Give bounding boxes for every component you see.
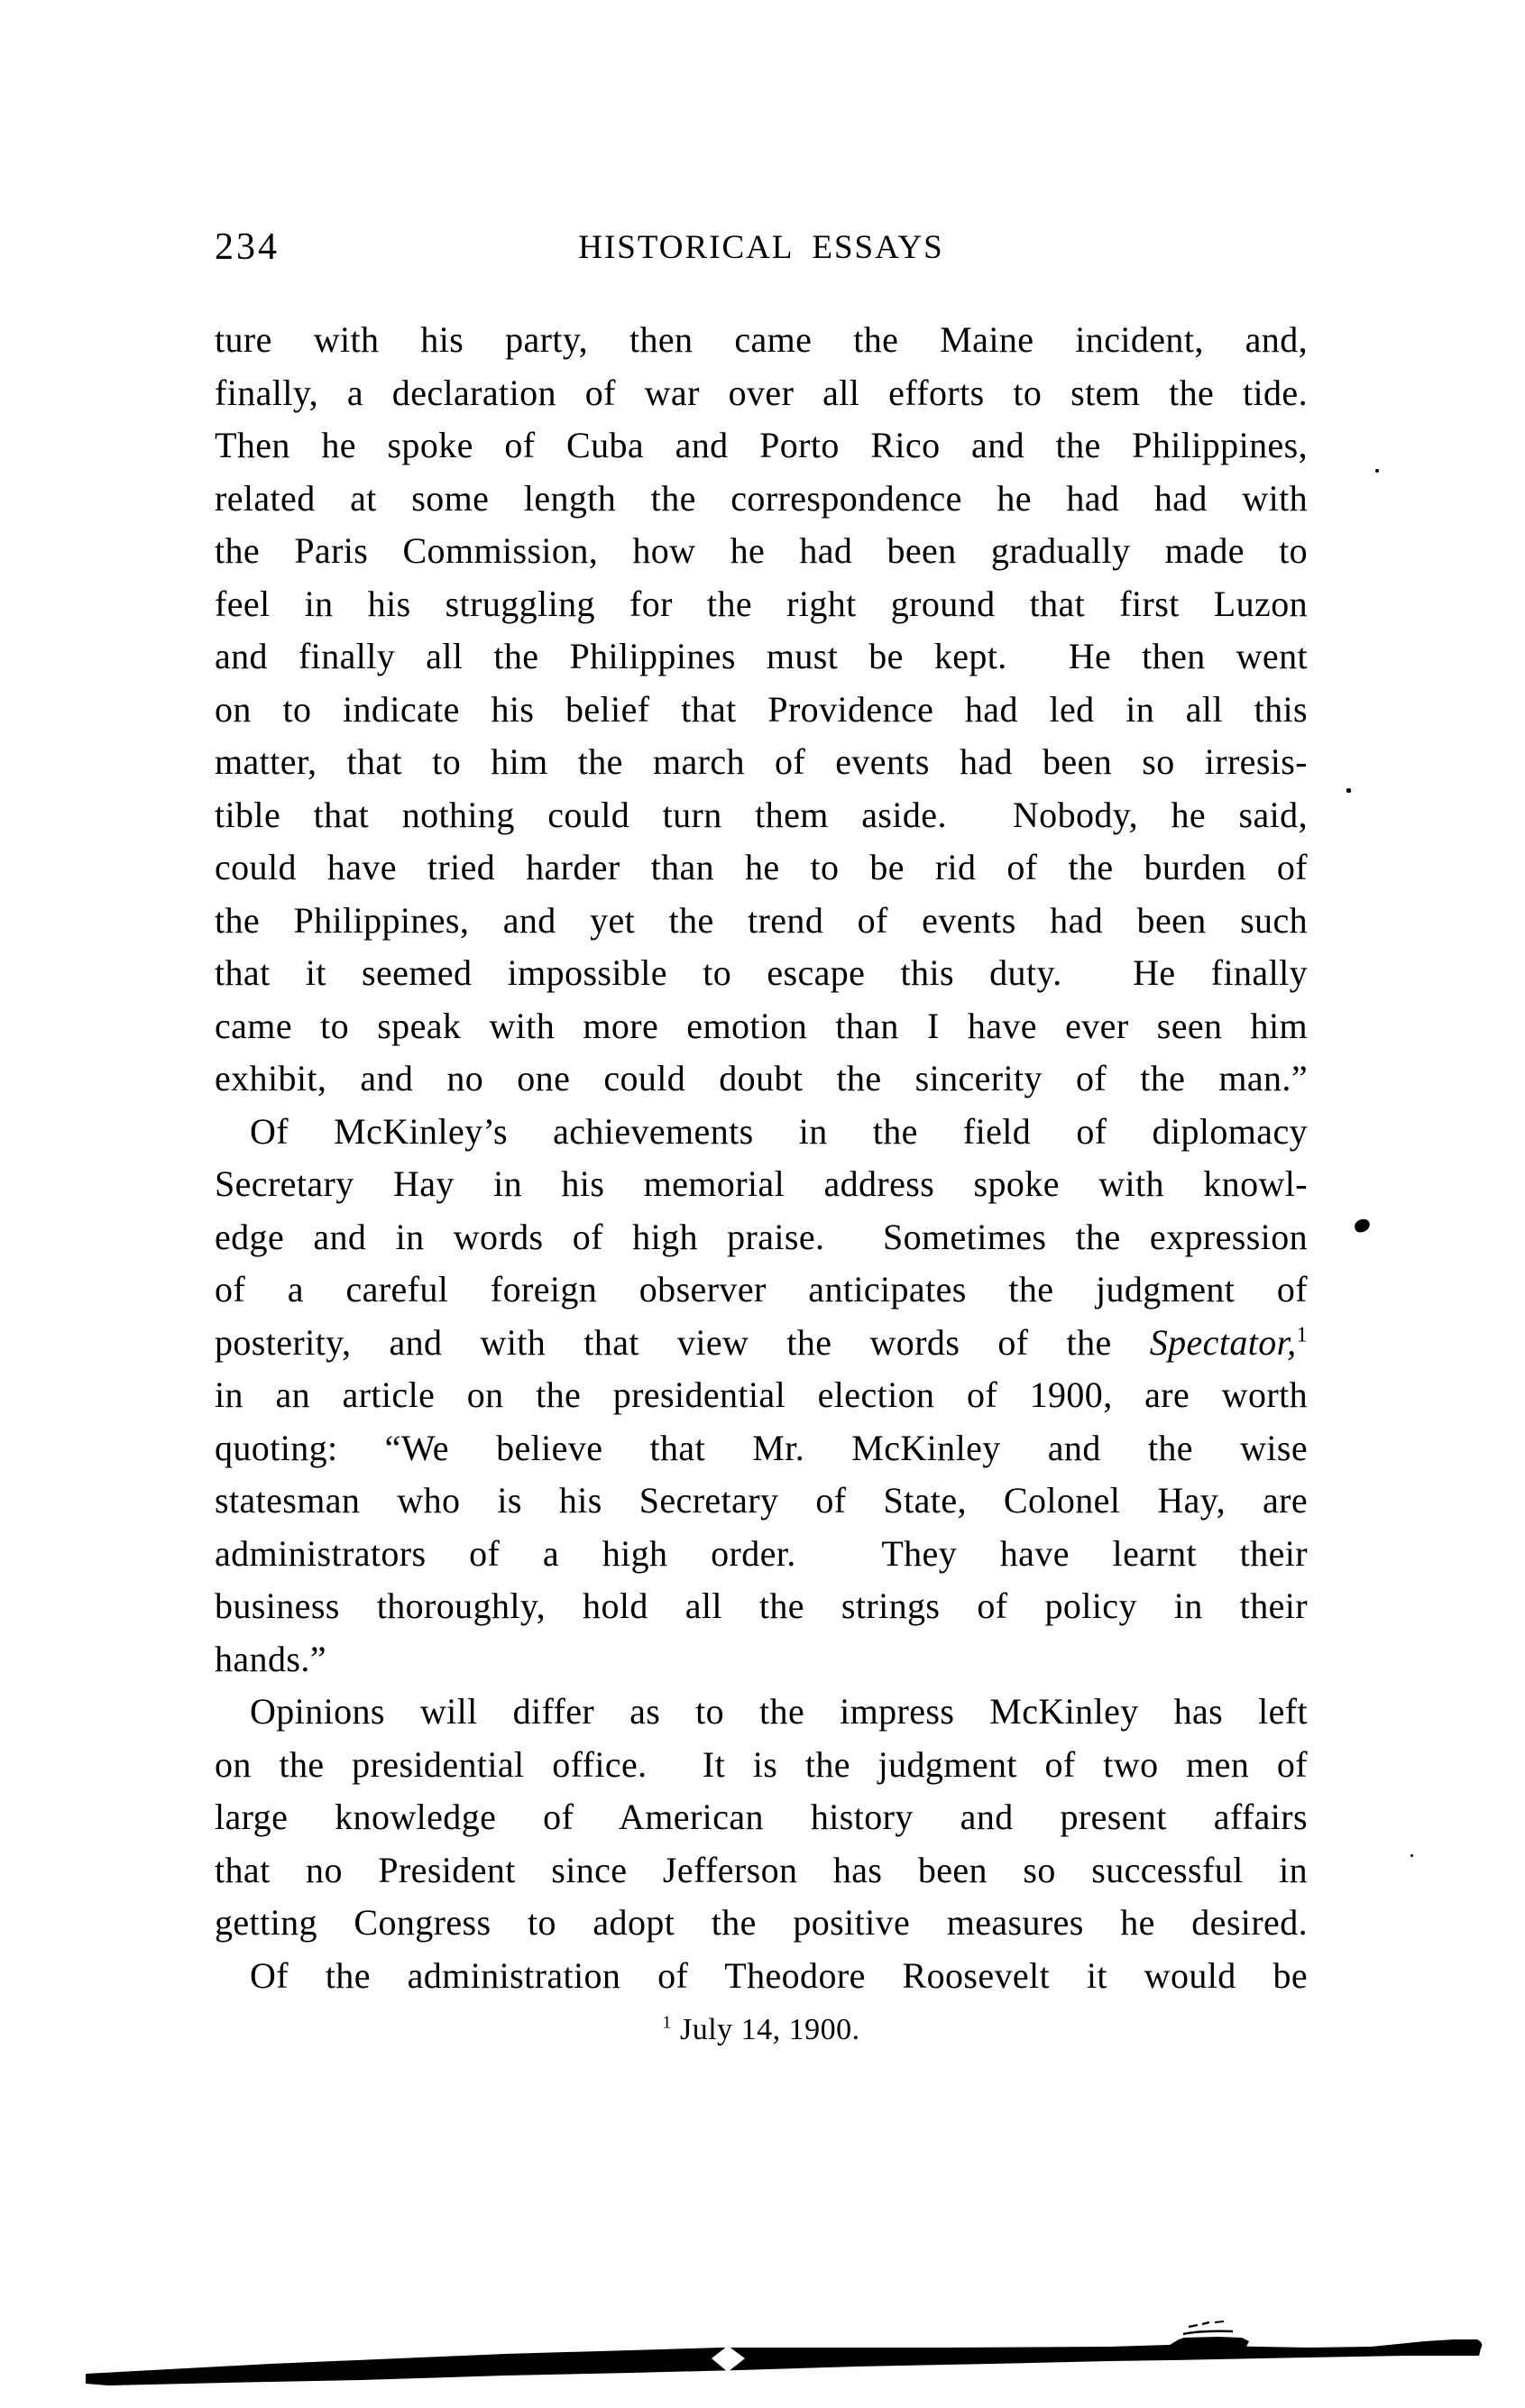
text-line: getting Congress to adopt the positive measures he desired.	[215, 1902, 1308, 1943]
text-line: statesman who is his Secretary of State, Colonel Hay, are	[215, 1480, 1308, 1521]
text-line: on to indicate his belief that Providence had led in all this	[215, 688, 1308, 730]
text-line: could have tried harder than he to be rid of the burden of	[215, 847, 1308, 887]
text-line: that it seemed impossible to escape this duty. He finally	[215, 952, 1308, 993]
footnote-marker: 1	[662, 2012, 672, 2033]
scan-speck	[1375, 469, 1379, 473]
text-line: finally, a declaration of war over all efforts to stem the tide.	[215, 372, 1308, 413]
text-line: that no President since Jefferson has been so successful in	[215, 1849, 1308, 1890]
scan-smudge-bottom	[0, 2273, 1525, 2408]
text-line: the Philippines, and yet the trend of events had been such	[215, 899, 1308, 941]
text-line: large knowledge of American history and present affairs	[215, 1797, 1308, 1837]
text-line: feel in his struggling for the right ground that first Luzon	[215, 583, 1308, 624]
text-line: matter, that to him the march of events had been so irresis-	[215, 741, 1308, 782]
text-line: of a careful foreign observer anticipates the judgment of	[215, 1269, 1308, 1310]
text-line: posterity, and with that view the words of the Spectator,$^1$	[215, 1321, 1308, 1363]
text-line: Of the administration of Theodore Roosevelt it would be	[250, 1954, 1308, 1996]
text-line: Of McKinley’s achievements in the field of diplomacy	[250, 1110, 1308, 1152]
ink-blot	[1354, 1218, 1372, 1233]
scan-speck	[1410, 1854, 1413, 1857]
text-line: quoting: “We believe that Mr. McKinley and the wise	[215, 1427, 1308, 1468]
text-line: on the presidential office. It is the judgment of two men of	[215, 1743, 1308, 1785]
footnote	[215, 2013, 1308, 2047]
text-line: hands.”	[215, 1638, 326, 1679]
text-line: business thoroughly, hold all the strings of policy in their	[215, 1585, 1308, 1626]
text-line: in an article on the presidential election of 1900, are worth	[215, 1374, 1308, 1415]
text-line: edge and in words of high praise. Sometimes the expression	[215, 1216, 1308, 1257]
page-number: 234	[215, 226, 280, 268]
text-line: came to speak with more emotion than I have ever seen him	[215, 1005, 1308, 1046]
text-line: administrators of a high order. They have learnt their	[215, 1532, 1308, 1574]
text-line: the Paris Commission, how he had been gradually made to	[215, 530, 1308, 571]
text-line: exhibit, and no one could doubt the sincerity of the man.”	[215, 1058, 1308, 1098]
text-line: Opinions will differ as to the impress McKinley has left	[250, 1691, 1308, 1732]
text-line: ture with his party, then came the Maine incident, and,	[215, 319, 1308, 360]
body-text	[215, 314, 1308, 2002]
text-line: and finally all the Philippines must be kept. He then went	[215, 636, 1308, 676]
text-line: related at some length the correspondence he had had with	[215, 477, 1308, 519]
text-line: tible that nothing could turn them aside. Nobody, he said,	[215, 794, 1308, 835]
running-title: HISTORICAL ESSAYS	[578, 229, 944, 266]
scan-speck	[1346, 788, 1351, 793]
running-head	[215, 225, 1308, 271]
text-line: Then he spoke of Cuba and Porto Rico and the Philippines,	[215, 425, 1308, 465]
footnote-text: July 14, 1900.	[672, 2013, 860, 2046]
text-line: Secretary Hay in his memorial address spoke with knowl-	[215, 1163, 1308, 1204]
